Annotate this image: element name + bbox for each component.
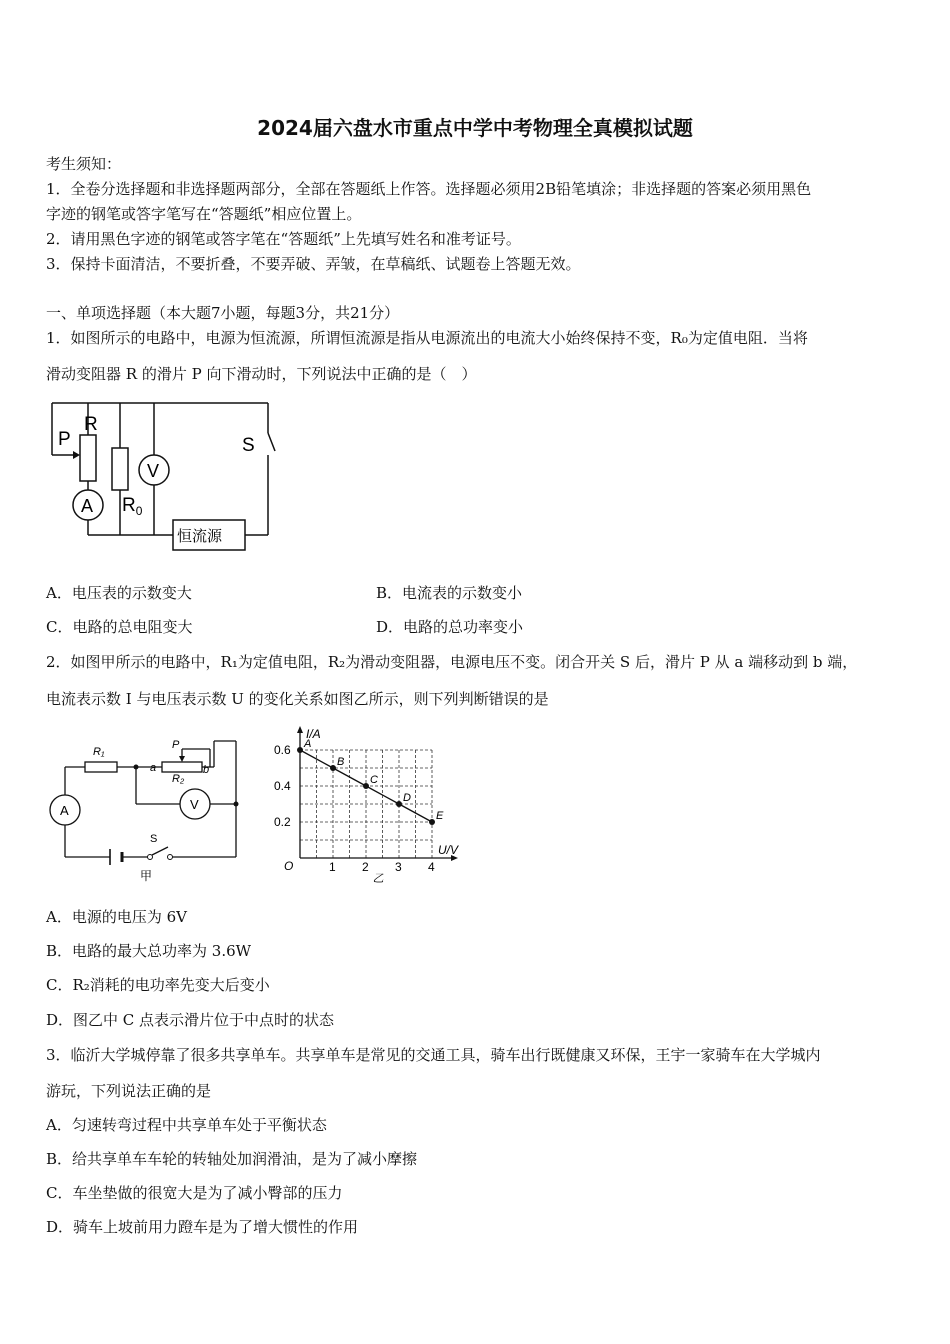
- q1-option-a: A．电压表的示数变大: [46, 584, 192, 602]
- q2-stem-line-1: 2．如图甲所示的电路中，R₁为定值电阻，R₂为滑动变阻器，电源电压不变。闭合开关 S 后，滑片 P 从 a 端移动到 b 端，: [46, 653, 858, 671]
- q3-option-c: C．车坐垫做的很宽大是为了减小臀部的压力: [46, 1184, 343, 1202]
- chart-y-arrow: [297, 726, 303, 733]
- page-title: 2024届六盘水市重点中学中考物理全真模拟试题: [257, 116, 693, 140]
- q1-label-s: S: [242, 435, 255, 456]
- q1-ammeter-label: A: [81, 496, 94, 516]
- q1-voltmeter-label: V: [147, 461, 160, 481]
- data-point-d: [396, 801, 402, 807]
- chart-x-label: U/V: [438, 843, 459, 857]
- q2-circuit-diagram: [40, 735, 245, 885]
- y-tick-label: 0.2: [274, 815, 291, 829]
- y-tick-label: 0.6: [274, 743, 291, 757]
- point-label-d: D: [403, 792, 411, 804]
- chart-y-label: I/A: [306, 727, 321, 741]
- q2-switch-label: S: [150, 833, 158, 845]
- q3-option-d: D．骑车上坡前用力蹬车是为了增大惯性的作用: [46, 1218, 359, 1236]
- q2-label-r2: R₂: [172, 773, 185, 785]
- q2-option-c: C．R₂消耗的电功率先变大后变小: [46, 976, 270, 994]
- x-tick-label: 3: [395, 860, 402, 874]
- q2-label-r1: R₁: [93, 746, 105, 758]
- notice-heading: 考生须知：: [46, 155, 122, 173]
- q2-label-a: a: [150, 762, 157, 774]
- data-point-c: [363, 783, 369, 789]
- q1-option-d: D．电路的总功率变小: [376, 618, 524, 636]
- q1-stem-line-2: 滑动变阻器 R 的滑片 P 向下滑动时，下列说法中正确的是（ ）: [46, 365, 477, 383]
- q3-option-a: A．匀速转弯过程中共享单车处于平衡状态: [46, 1116, 327, 1134]
- y-tick-label: 0.4: [274, 779, 291, 793]
- notice-line-3: 2．请用黑色字迹的钢笔或答字笔在“答题纸”上先填写姓名和准考证号。: [46, 230, 521, 248]
- q2-stem-line-2: 电流表示数 I 与电压表示数 U 的变化关系如图乙所示，则下列判断错误的是: [46, 690, 549, 708]
- q1-circuit-diagram: [46, 395, 276, 555]
- chart-caption: 乙: [372, 873, 384, 885]
- q1-option-b: B．电流表的示数变小: [376, 584, 523, 602]
- q1-source-label: 恒流源: [177, 528, 223, 545]
- q2-option-d: D．图乙中 C 点表示滑片位于中点时的状态: [46, 1011, 335, 1029]
- x-tick-label: 4: [428, 860, 435, 874]
- point-label-b: B: [337, 756, 345, 768]
- point-label-c: C: [370, 774, 378, 786]
- q1-option-c: C．电路的总电阻变大: [46, 618, 193, 636]
- q3-option-b: B．给共享单车车轮的转轴处加润滑油，是为了减小摩擦: [46, 1150, 418, 1168]
- notice-line-1: 1．全卷分选择题和非选择题两部分，全部在答题纸上作答。选择题必须用2B铅笔填涂；非选择题的答案必须用黑色: [46, 180, 812, 198]
- x-tick-label: 2: [362, 860, 369, 874]
- q2-caption-jia: 甲: [140, 869, 153, 883]
- q2-option-b: B．电路的最大总功率为 3.6W: [46, 942, 252, 960]
- q1-label-p: P: [58, 429, 71, 450]
- q1-stem-line-1: 1．如图所示的电路中，电源为恒流源，所谓恒流源是指从电源流出的电流大小始终保持不变，R₀为定值电阻．当将: [46, 329, 808, 347]
- q3-stem-line-1: 3．临沂大学城停靠了很多共享单车。共享单车是常见的交通工具，骑车出行既健康又环保，王宇一家骑车在大学城内: [46, 1046, 821, 1064]
- section-heading: 一、单项选择题（本大题7小题，每题3分，共21分）: [46, 304, 400, 322]
- q2-iu-chart: [270, 718, 470, 888]
- data-point-a: [297, 747, 303, 753]
- q1-label-r: R: [84, 414, 98, 435]
- q2-label-b: b: [203, 764, 210, 776]
- data-point-e: [429, 819, 435, 825]
- q2-label-p: P: [172, 739, 180, 751]
- notice-line-2: 字迹的钢笔或答字笔写在“答题纸”相应位置上。: [46, 205, 362, 223]
- point-label-e: E: [436, 810, 444, 822]
- point-label-a: A: [304, 738, 312, 750]
- q2-option-a: A．电源的电压为 6V: [46, 908, 187, 926]
- q2-voltmeter-label: V: [190, 797, 199, 812]
- q3-stem-line-2: 游玩，下列说法正确的是: [46, 1082, 212, 1100]
- notice-line-4: 3．保持卡面清洁，不要折叠，不要弄破、弄皱，在草稿纸、试题卷上答题无效。: [46, 255, 581, 273]
- q2-ammeter-label: A: [60, 803, 69, 818]
- q1-label-r0: $R_0$: [122, 495, 143, 518]
- data-point-b: [330, 765, 336, 771]
- chart-origin-label: O: [284, 859, 294, 873]
- x-tick-label: 1: [329, 860, 336, 874]
